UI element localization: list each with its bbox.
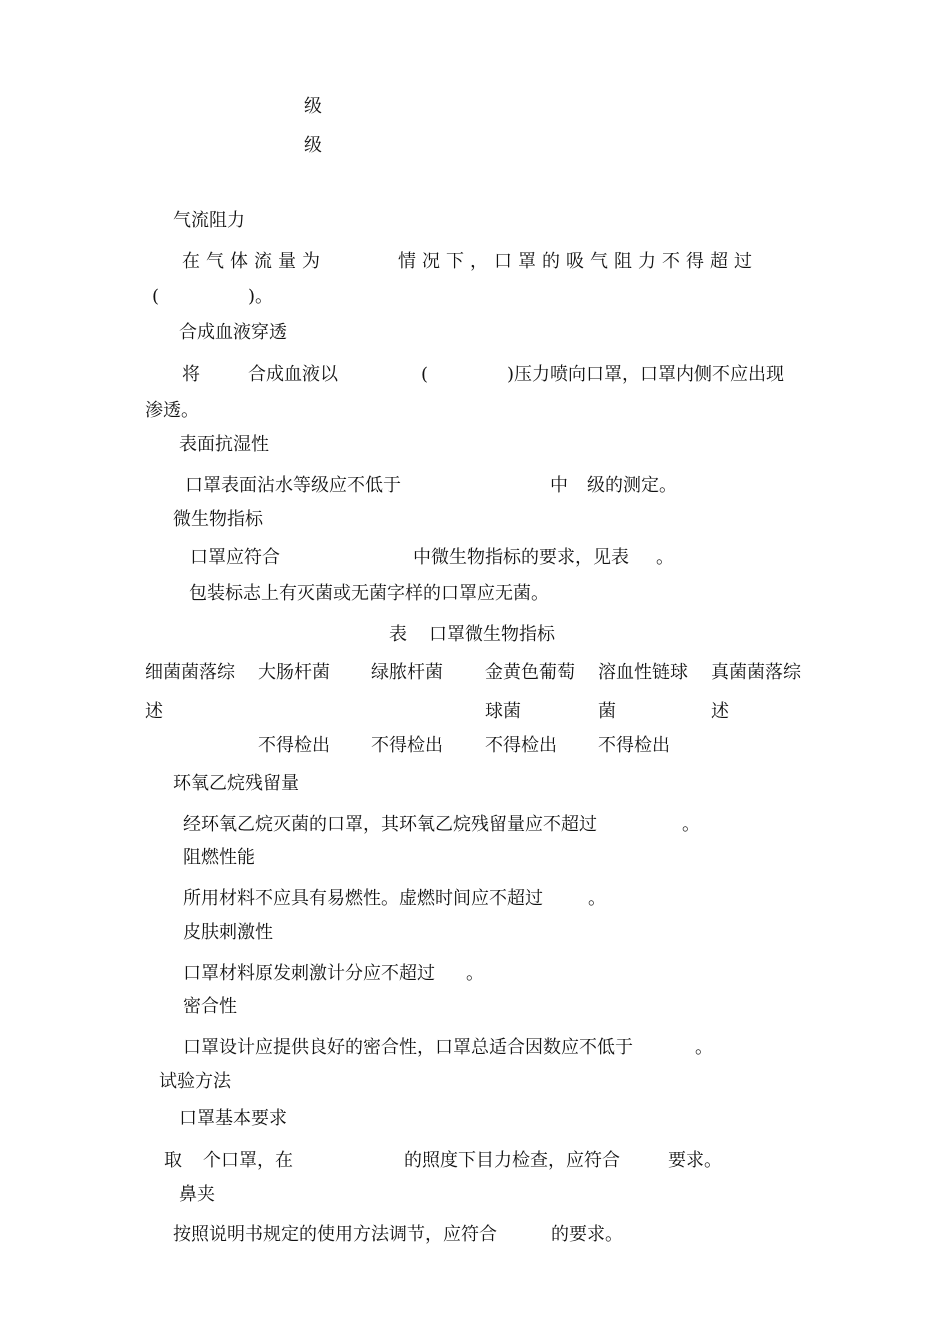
table-value-4: 不得检出 [485,735,557,756]
table-title: 口罩微生物指标 [429,624,555,645]
micro-text-a: 口罩应符合 [190,547,280,568]
fit-heading: 密合性 [183,996,237,1017]
basic-text-c: 的照度下目力检查，应符合 [404,1150,620,1171]
airflow-heading: 气流阻力 [173,210,245,231]
table-value-2: 不得检出 [258,735,330,756]
fit-text-a: 口罩设计应提供良好的密合性，口罩总适合因数应不低于 [183,1037,633,1058]
blood-text-b: 合成血液以 [248,364,338,385]
table-header-6-line2: 述 [711,701,729,722]
micro-text-c: 。 [656,547,674,568]
fit-text-b: 。 [695,1037,713,1058]
skin-heading: 皮肤刺激性 [183,922,273,943]
airflow-paren-open: ( [152,286,160,307]
table-header-4-line1: 金黄色葡萄 [485,662,575,683]
eo-heading: 环氧乙烷残留量 [173,773,299,794]
micro-heading: 微生物指标 [173,509,263,530]
micro-text-b: 中微生物指标的要求，见表 [413,547,629,568]
grade-line-1: 级 [304,96,322,117]
blood-text-a: 将 [182,364,200,385]
blood-text-c: ( [421,364,429,385]
table-header-4-line2: 球菌 [485,701,521,722]
blood-text-2: 渗透。 [145,400,199,421]
basic-heading: 口罩基本要求 [179,1108,287,1129]
nose-text-b: 的要求。 [551,1224,623,1245]
table-header-5-line1: 溶血性链球 [598,662,688,683]
flame-text-b: 。 [588,888,606,909]
table-header-6-line1: 真菌菌落综 [711,662,801,683]
table-header-1-line1: 细菌菌落综 [145,662,235,683]
table-header-2: 大肠杆菌 [258,662,330,683]
methods-heading: 试验方法 [159,1071,231,1092]
basic-text-d: 要求。 [668,1150,722,1171]
nose-text-a: 按照说明书规定的使用方法调节，应符合 [173,1224,497,1245]
moisture-text-a: 口罩表面沾水等级应不低于 [185,475,401,496]
flame-text-a: 所用材料不应具有易燃性。虚燃时间应不超过 [183,888,543,909]
micro-sterile-note: 包装标志上有灭菌或无菌字样的口罩应无菌。 [189,583,549,604]
table-header-1-line2: 述 [145,701,163,722]
eo-text-a: 经环氧乙烷灭菌的口罩，其环氧乙烷残留量应不超过 [183,814,597,835]
moisture-text-c: 级的测定。 [587,475,677,496]
basic-text-b: 个口罩，在 [203,1150,293,1171]
skin-text-b: 。 [466,963,484,984]
table-header-3: 绿脓杆菌 [371,662,443,683]
nose-heading: 鼻夹 [179,1184,215,1205]
flame-heading: 阻燃性能 [183,847,255,868]
moisture-text-b: 中 [550,475,568,496]
table-title-prefix: 表 [389,624,407,645]
grade-line-2: 级 [304,135,322,156]
table-value-3: 不得检出 [371,735,443,756]
eo-text-b: 。 [682,814,700,835]
airflow-text-a: 在气体流量为 [182,251,326,272]
skin-text-a: 口罩材料原发刺激计分应不超过 [183,963,435,984]
moisture-heading: 表面抗湿性 [179,434,269,455]
blood-text-d: )压力喷向口罩，口罩内侧不应出现 [507,364,785,385]
blood-heading: 合成血液穿透 [179,322,287,343]
airflow-text-b: 情况下，口罩的吸气阻力不得超过 [398,251,758,272]
table-value-5: 不得检出 [598,735,670,756]
basic-text-a: 取 [164,1150,182,1171]
airflow-paren-close: )。 [248,286,274,307]
table-header-5-line2: 菌 [598,701,616,722]
